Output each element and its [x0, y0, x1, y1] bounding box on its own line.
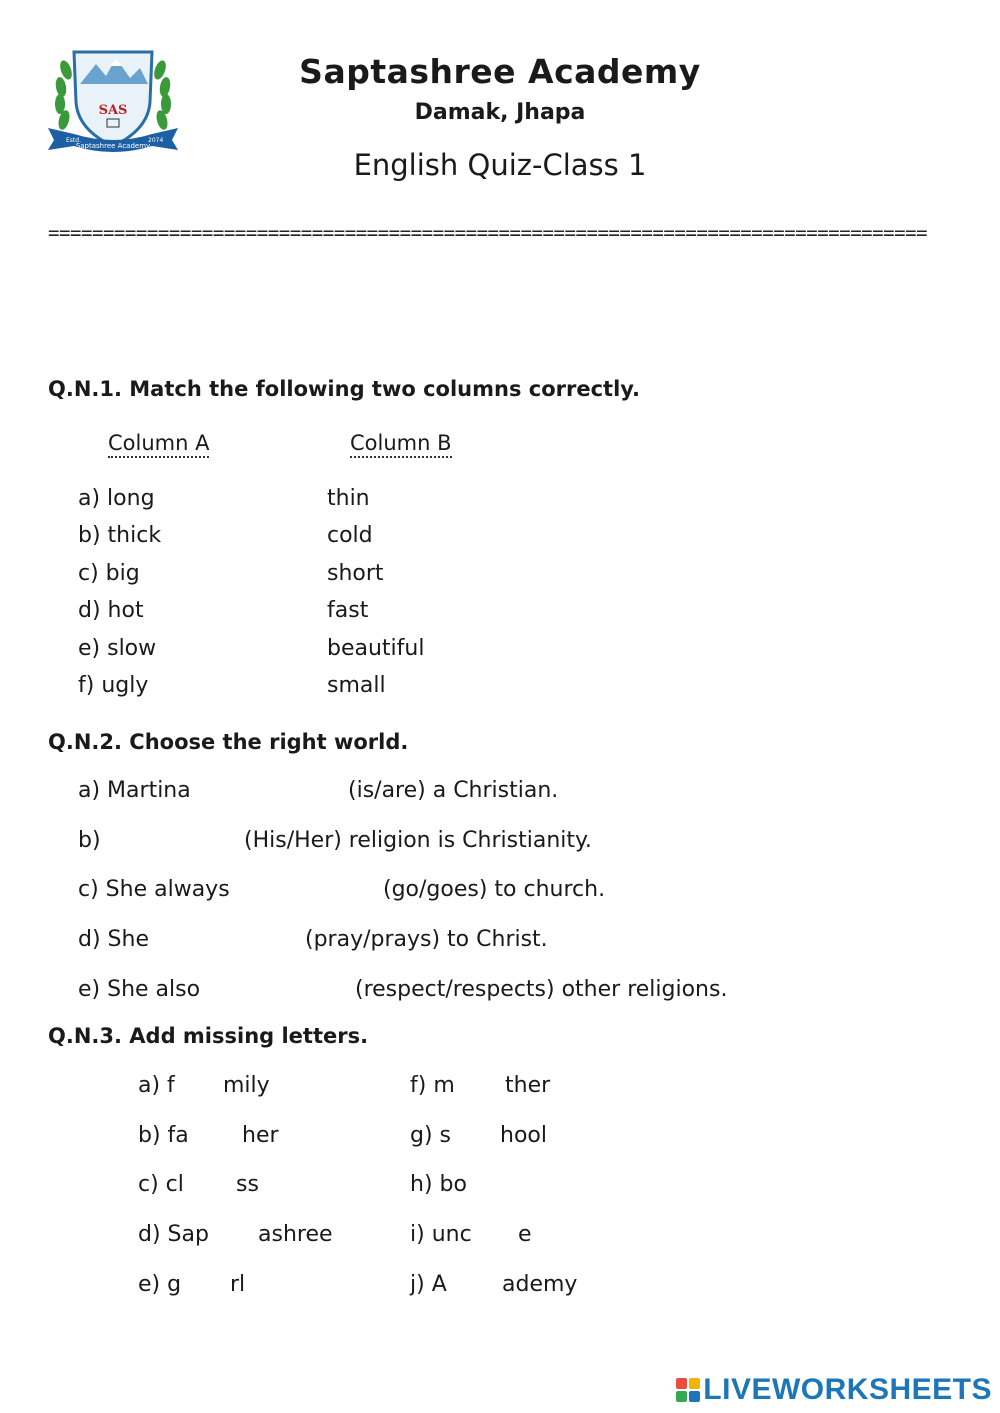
quiz-title: English Quiz-Class 1 [353, 148, 647, 182]
column-a-item: c) big [78, 561, 140, 586]
school-name: Saptashree Academy [299, 52, 701, 91]
q2-item-prefix: d) She [78, 927, 149, 952]
q2-item-choice: (pray/prays) to Christ. [305, 927, 548, 952]
q3-left-end: ashree [258, 1222, 333, 1247]
q3-right-start: j) A [410, 1272, 447, 1297]
school-location: Damak, Jhapa [414, 100, 586, 125]
liveworksheets-watermark[interactable] [675, 1373, 992, 1407]
logo-estd-left: Estd. [66, 137, 81, 144]
column-b-item: cold [327, 523, 373, 548]
q3-right-start: h) bo [410, 1172, 467, 1197]
logo-monogram: SAS [98, 103, 128, 118]
q2-item-prefix: e) She also [78, 977, 201, 1002]
logo-estd-right: 2074 [148, 137, 164, 144]
logo-ribbon-text: Saptashree Academy [75, 142, 151, 150]
q3-right-end: hool [500, 1123, 547, 1148]
column-b-item: fast [327, 598, 369, 623]
q3-right-start: g) s [410, 1123, 452, 1148]
column-b-item: small [327, 673, 386, 698]
q2-item-prefix: c) She always [78, 877, 230, 902]
liveworksheets-logo-icon [675, 1377, 701, 1403]
q3-left-end: rl [230, 1272, 246, 1297]
q2-item-choice: (go/goes) to church. [383, 877, 606, 902]
q3-left-start: d) Sap [138, 1222, 209, 1247]
q2-item-choice: (His/Her) religion is Christianity. [244, 828, 592, 853]
column-b-item: short [327, 561, 384, 586]
q3-left-end: mily [223, 1073, 270, 1098]
column-a-item: e) slow [78, 636, 157, 661]
q3-right-start: f) m [410, 1073, 455, 1098]
q2-item-prefix: b) [78, 828, 101, 853]
watermark-text: LIVEWORKSHEETS [703, 1373, 992, 1406]
q3-right-start: i) unc [410, 1222, 472, 1247]
column-a-item: d) hot [78, 598, 144, 623]
q3-heading: Q.N.3. Add missing letters. [48, 1024, 369, 1048]
q3-right-end: ademy [502, 1272, 578, 1297]
q2-item-prefix: a) Martina [78, 778, 191, 803]
q3-left-start: e) g [138, 1272, 182, 1297]
q3-right-end: e [518, 1222, 532, 1247]
column-a-label: Column A [108, 431, 209, 458]
column-a-item: f) ugly [78, 673, 149, 698]
q2-item-choice: (is/are) a Christian. [348, 778, 559, 803]
column-b-item: beautiful [327, 636, 425, 661]
q3-left-start: b) fa [138, 1123, 189, 1148]
column-a-item: a) long [78, 486, 155, 511]
q3-left-end: her [242, 1123, 279, 1148]
q1-heading: Q.N.1. Match the following two columns correctly. [48, 377, 641, 401]
divider-line: ================================================================================ [48, 222, 928, 244]
q2-item-choice: (respect/respects) other religions. [355, 977, 728, 1002]
column-b-item: thin [327, 486, 370, 511]
q3-left-start: c) cl [138, 1172, 184, 1197]
q3-right-end: ther [505, 1073, 551, 1098]
column-b-label: Column B [350, 431, 452, 458]
q2-heading: Q.N.2. Choose the right world. [48, 730, 409, 754]
column-a-item: b) thick [78, 523, 162, 548]
q3-left-end: ss [236, 1172, 259, 1197]
q3-left-start: a) f [138, 1073, 175, 1098]
